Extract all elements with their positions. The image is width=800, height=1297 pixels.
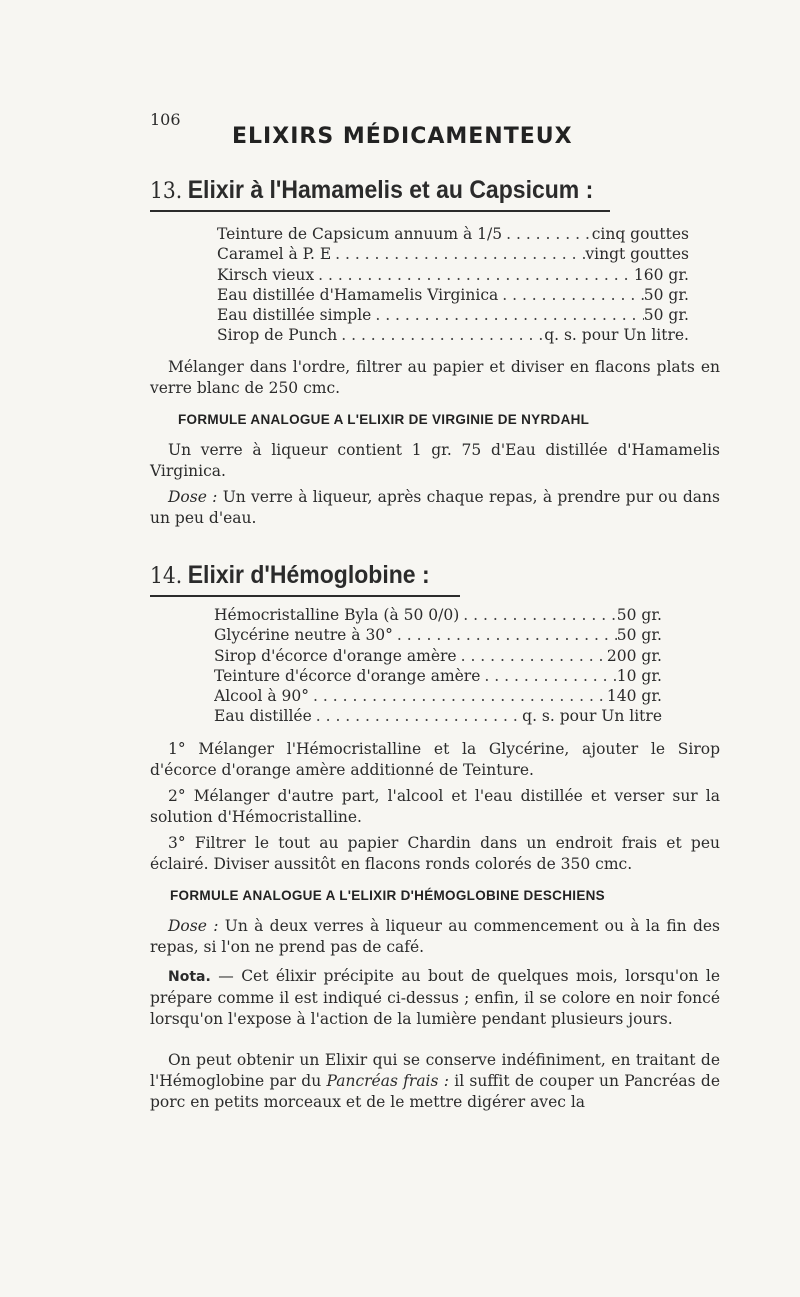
section-13-formula-heading: FORMULE ANALOGUE A L'ELIXIR DE VIRGINIE DE NYRDAHL bbox=[178, 412, 590, 427]
section-14-title bbox=[150, 561, 430, 590]
section-13-title bbox=[150, 176, 593, 205]
dose-label: Dose : bbox=[168, 917, 219, 935]
ingredient-row bbox=[214, 666, 662, 686]
section-14-rule bbox=[150, 595, 460, 597]
ingredient-name: Eau distillée simple bbox=[217, 306, 372, 325]
ingredient-qty: q. s. pour Un litre bbox=[522, 707, 662, 726]
ingredient-row bbox=[214, 686, 662, 706]
section-14-step-1: 1° Mélanger l'Hémocristalline et la Glycérine, ajouter le Sirop d'écorce d'orange amère additionné de Teinture. bbox=[150, 740, 720, 779]
ingredient-row bbox=[214, 625, 662, 645]
ingredient-name: Teinture de Capsicum annuum à 1/5 bbox=[217, 225, 503, 243]
section-14-title-text: Elixir d'Hémoglobine : bbox=[187, 561, 430, 589]
ingredient-row bbox=[214, 646, 662, 666]
ingredient-qty: vingt gouttes bbox=[585, 245, 689, 264]
ingredient-qty: 200 gr. bbox=[606, 646, 662, 665]
section-13-ingredient-list bbox=[217, 224, 689, 346]
section-13-rule bbox=[150, 210, 610, 212]
section-14-number: 14. bbox=[150, 564, 183, 589]
section-14-final-paragraph: On peut obtenir un Elixir qui se conserve indéfiniment, en traitant de l'Hémoglobine par du Pancréas frais : il suffit de couper un Pancréas de porc en petits morceaux et de le mettre digérer avec la bbox=[150, 1051, 720, 1111]
section-14-dose: Dose : Un à deux verres à liqueur au commencement ou à la fin des repas, si l'on ne prend pas de café. bbox=[150, 917, 721, 956]
ingredient-name: Alcool à 90° bbox=[214, 687, 310, 706]
ingredient-qty: 50 gr. bbox=[643, 306, 689, 325]
ingredient-row bbox=[217, 224, 689, 244]
ingredient-qty: cinq gouttes bbox=[591, 225, 689, 243]
ingredient-qty: 50 gr. bbox=[616, 606, 662, 624]
ingredient-qty: 50 gr. bbox=[643, 285, 689, 304]
ingredient-name: Sirop de Punch bbox=[217, 326, 338, 345]
ingredient-row bbox=[217, 305, 689, 325]
ingredient-qty: q. s. pour Un litre. bbox=[544, 326, 689, 345]
ingredient-row bbox=[217, 285, 689, 305]
section-14-ingredient-list bbox=[214, 605, 662, 727]
ingredient-row bbox=[217, 265, 689, 285]
page-number: 106 bbox=[150, 110, 181, 129]
section-14-formula-heading: FORMULE ANALOGUE A L'ELIXIR D'HÉMOGLOBINE DESCHIENS bbox=[170, 888, 605, 903]
section-14-step-2: 2° Mélanger d'autre part, l'alcool et l'eau distillée et verser sur la solution d'Hémocristalline. bbox=[150, 787, 720, 826]
ingredient-name: Kirsch vieux bbox=[217, 265, 315, 284]
ingredient-name: Glycérine neutre à 30° bbox=[214, 626, 393, 645]
running-head: ELIXIRS MÉDICAMENTEUX bbox=[232, 124, 573, 149]
section-13-dose: Dose : Un verre à liqueur, après chaque repas, à prendre pur ou dans un peu d'eau. bbox=[150, 488, 720, 527]
ingredient-name: Sirop d'écorce d'orange amère bbox=[214, 646, 457, 665]
section-13-number: 13. bbox=[150, 179, 183, 204]
dose-label: Dose : bbox=[168, 488, 218, 506]
ingredient-name: Caramel à P. E bbox=[217, 245, 332, 264]
section-13-title-text: Elixir à l'Hamamelis et au Capsicum : bbox=[187, 176, 594, 204]
section-13-instructions: Mélanger dans l'ordre, filtrer au papier et diviser en flacons plats en verre blanc de 250 cmc. bbox=[150, 358, 720, 397]
ingredient-qty: 10 gr. bbox=[616, 666, 662, 685]
ingredient-name: Eau distillée d'Hamamelis Virginica bbox=[217, 285, 499, 304]
ingredient-name: Hémocristalline Byla (à 50 0/0) bbox=[214, 606, 460, 624]
ingredient-row bbox=[217, 325, 689, 345]
ingredient-row bbox=[214, 605, 662, 625]
nota-label: Nota. bbox=[168, 969, 211, 985]
ingredient-qty: 50 gr. bbox=[616, 626, 662, 645]
ingredient-name: Teinture d'écorce d'orange amère bbox=[214, 666, 481, 685]
section-14-step-3: 3° Filtrer le tout au papier Chardin dans un endroit frais et peu éclairé. Diviser aussitôt en flacons ronds colorés de 350 cmc. bbox=[150, 834, 720, 873]
section-14-nota: Nota. — Cet élixir précipite au bout de quelques mois, lorsqu'on le prépare comme il est indiqué ci-dessus ; enfin, il se colore en noir foncé lorsqu'on l'expose à l'action de la lumière pendant plusieurs jours. bbox=[150, 967, 720, 1028]
ingredient-row bbox=[217, 244, 689, 264]
ingredient-name: Eau distillée bbox=[214, 707, 312, 726]
ingredient-qty: 160 gr. bbox=[633, 265, 689, 284]
ingredient-qty: 140 gr. bbox=[606, 687, 662, 706]
section-13-formula-text: Un verre à liqueur contient 1 gr. 75 d'Eau distillée d'Hamamelis Virginica. bbox=[150, 441, 720, 480]
ingredient-row bbox=[214, 706, 662, 726]
